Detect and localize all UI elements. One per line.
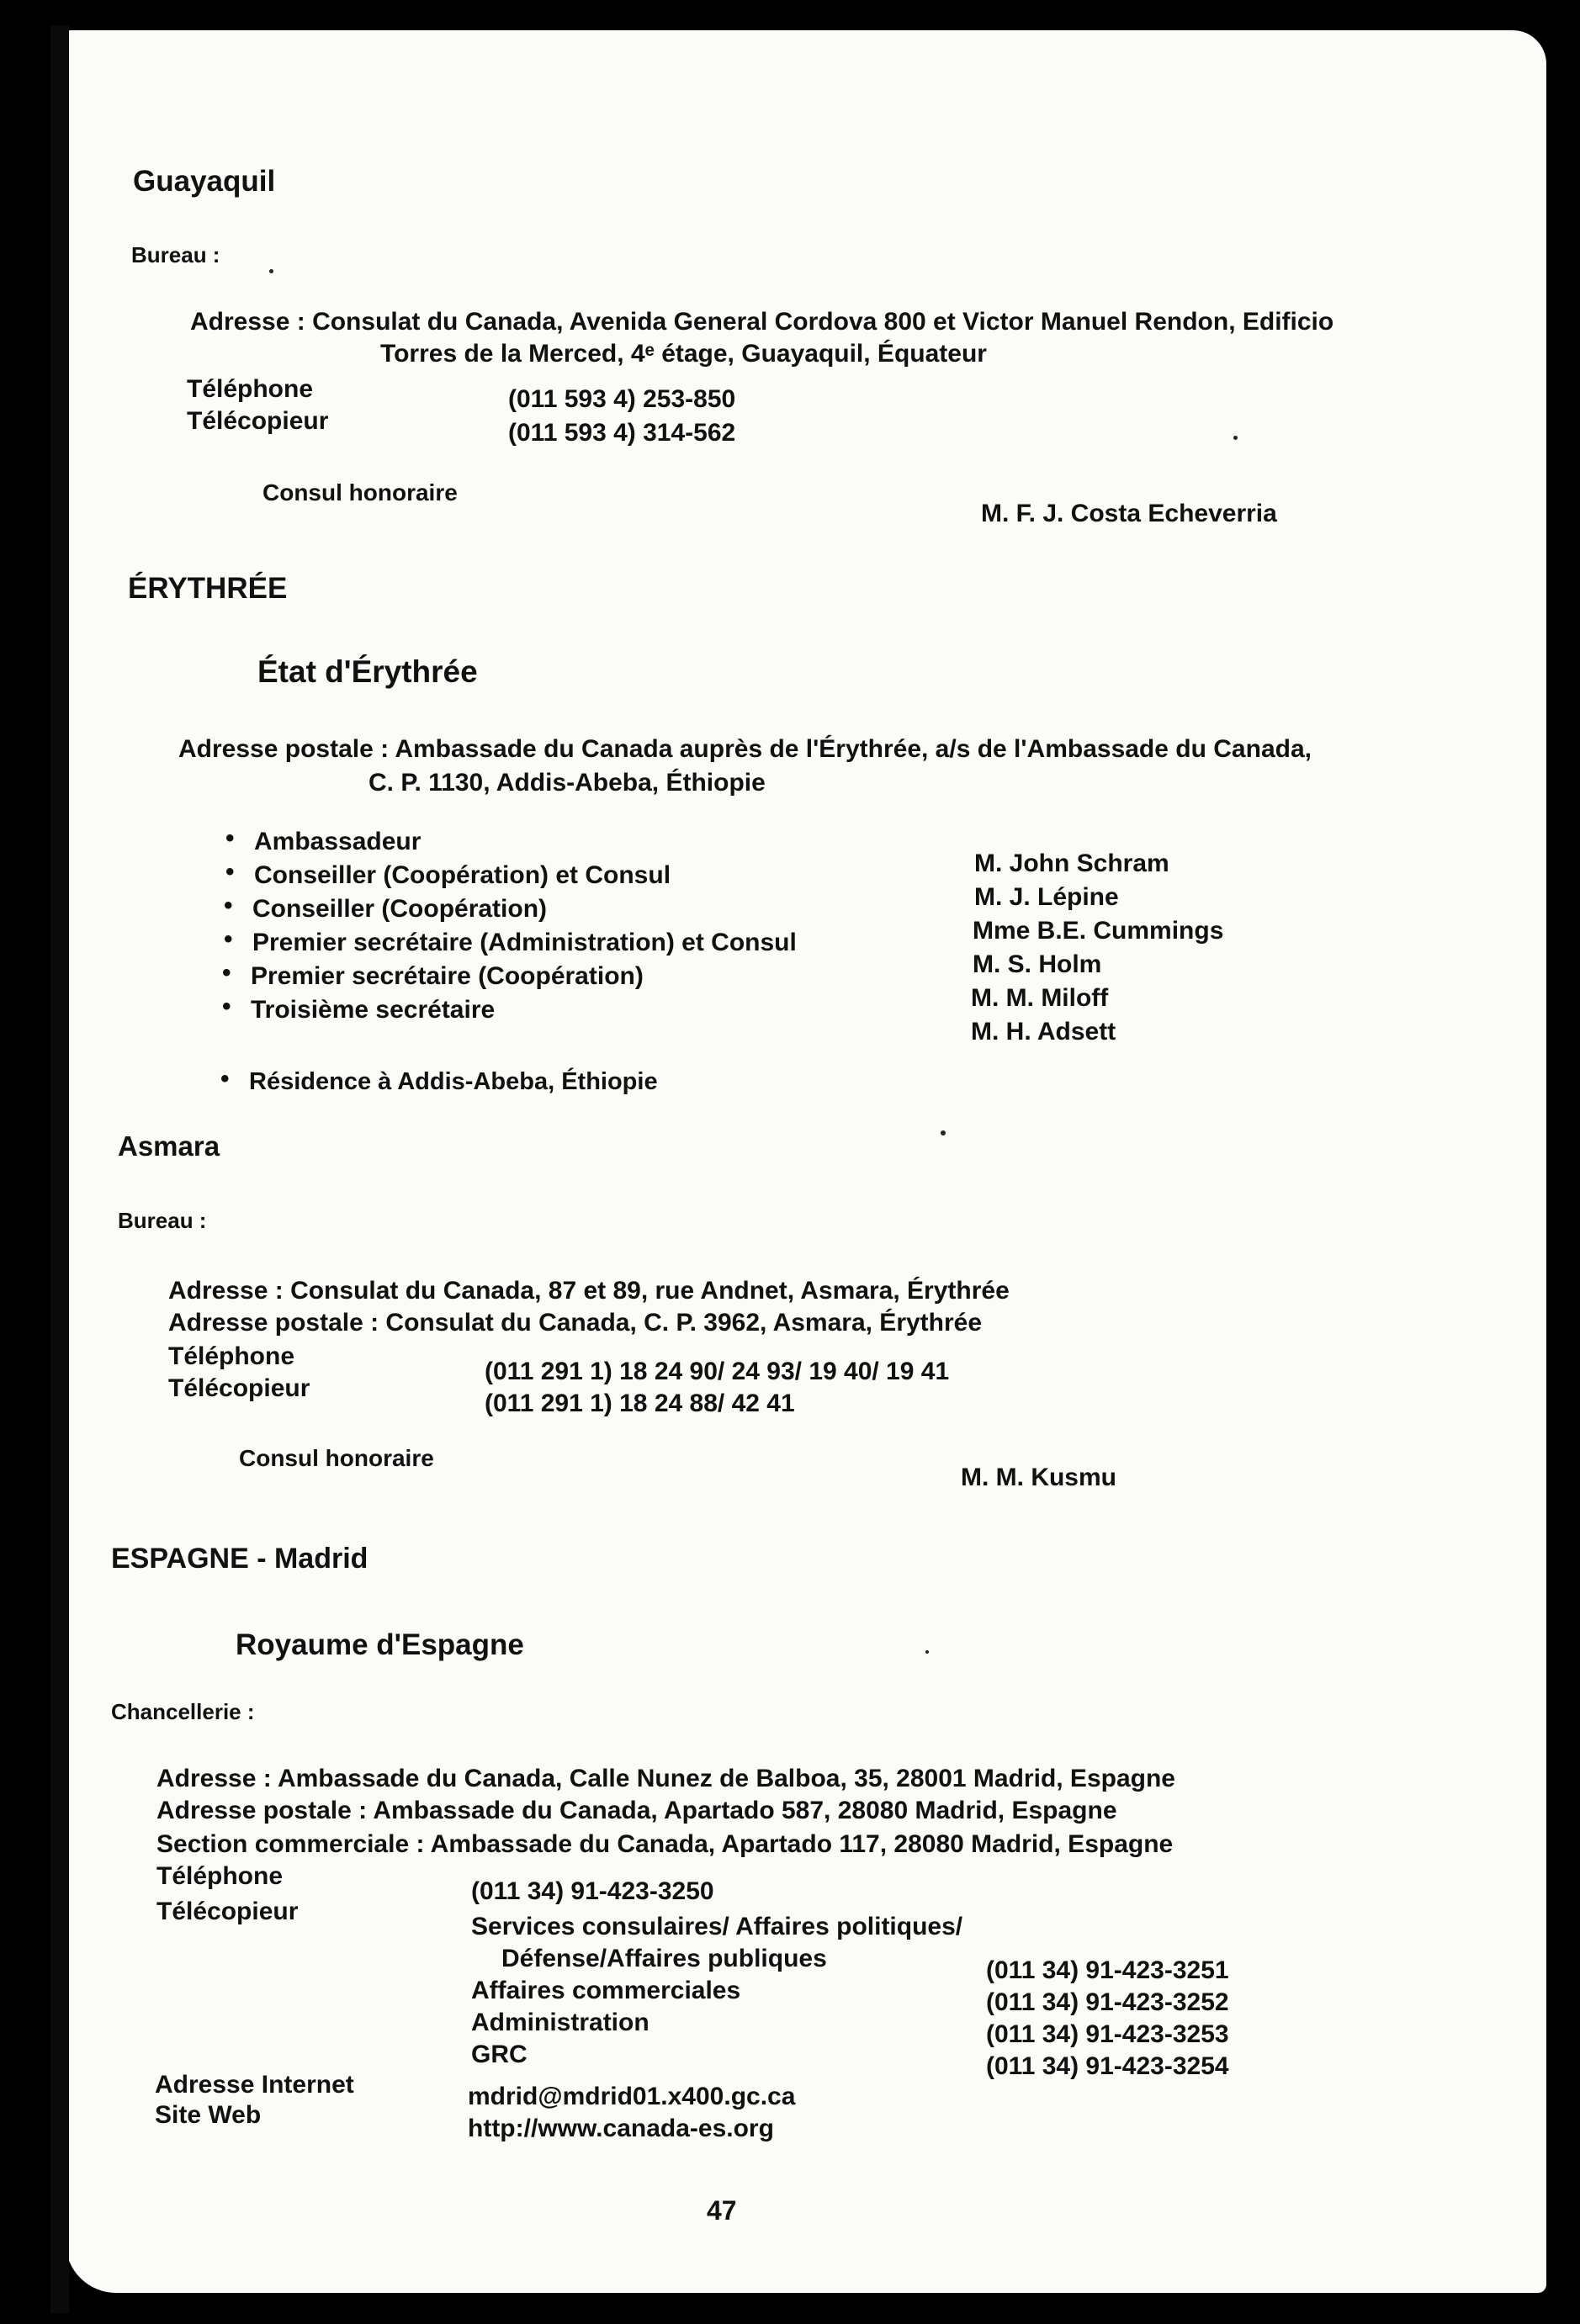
country-heading: ESPAGNE - Madrid bbox=[111, 1543, 368, 1575]
postal-address-line: C. P. 1130, Addis-Abeba, Éthiopie bbox=[368, 769, 766, 797]
book-spine-shadow bbox=[50, 25, 69, 2313]
commercial-section-line: Section commerciale : Ambassade du Canada, Apartado 117, 28080 Madrid, Espagne bbox=[156, 1830, 1174, 1858]
internet-address: mdrid@mdrid01.x400.gc.ca bbox=[468, 2083, 796, 2110]
address-line: Adresse : Consulat du Canada, 87 et 89, rue Andnet, Asmara, Érythrée bbox=[168, 1277, 1010, 1305]
fax-value: (011 291 1) 18 24 88/ 42 41 bbox=[485, 1390, 795, 1417]
postal-address-line: Adresse postale : Ambassade du Canada auprès de l'Érythrée, a/s de l'Ambassade du Canada, bbox=[178, 735, 1312, 763]
telephone-value: (011 291 1) 18 24 90/ 24 93/ 19 40/ 19 41 bbox=[485, 1358, 950, 1385]
fax-label: Télécopieur bbox=[156, 1898, 299, 1925]
fax-number: (011 34) 91-423-3251 bbox=[986, 1956, 1229, 1984]
person-name: M. M. Kusmu bbox=[961, 1464, 1116, 1491]
staff-name: M. J. Lépine bbox=[974, 883, 1119, 911]
fax-value: (011 593 4) 314-562 bbox=[508, 419, 736, 447]
website-url: http://www.canada-es.org bbox=[468, 2115, 774, 2142]
fax-service-label: Services consulaires/ Affaires politiques/ bbox=[471, 1913, 963, 1940]
address-line: Adresse : Ambassade du Canada, Calle Nunez de Balboa, 35, 28001 Madrid, Espagne bbox=[156, 1765, 1175, 1792]
telephone-value: (011 593 4) 253-850 bbox=[508, 385, 736, 413]
state-name: Royaume d'Espagne bbox=[236, 1628, 524, 1661]
state-name: État d'Érythrée bbox=[257, 654, 478, 689]
postal-address-line: Adresse postale : Consulat du Canada, C. P. 3962, Asmara, Érythrée bbox=[168, 1309, 983, 1337]
person-name: M. F. J. Costa Echeverria bbox=[981, 500, 1277, 527]
scan-speck bbox=[269, 269, 273, 273]
staff-name: M. H. Adsett bbox=[971, 1018, 1116, 1046]
staff-name: M. M. Miloff bbox=[971, 984, 1109, 1012]
staff-name: M. John Schram bbox=[974, 850, 1169, 877]
role-label: Consul honoraire bbox=[262, 479, 458, 506]
website-label: Site Web bbox=[155, 2101, 262, 2129]
staff-role: • Premier secrétaire (Administration) et Consul bbox=[252, 929, 797, 957]
fax-service-label: Affaires commerciales bbox=[471, 1977, 741, 2004]
fax-service-label: Administration bbox=[471, 2009, 649, 2036]
fax-number: (011 34) 91-423-3252 bbox=[986, 1988, 1229, 2016]
telephone-label: Téléphone bbox=[168, 1342, 295, 1370]
bureau-label: Bureau : bbox=[131, 242, 220, 267]
scan-speck bbox=[941, 1130, 946, 1136]
role-label: Consul honoraire bbox=[239, 1445, 434, 1471]
chancellery-label: Chancellerie : bbox=[111, 1699, 255, 1724]
fax-label: Télécopieur bbox=[187, 407, 329, 435]
residence-note: • Résidence à Addis-Abeba, Éthiopie bbox=[249, 1068, 658, 1096]
address-line: Adresse : Consulat du Canada, Avenida General Cordova 800 et Victor Manuel Rendon, Edificio bbox=[190, 308, 1334, 336]
fax-label: Télécopieur bbox=[168, 1374, 310, 1402]
staff-role: • Premier secrétaire (Coopération) bbox=[251, 962, 644, 991]
staff-role: • Troisième secrétaire bbox=[251, 996, 495, 1024]
internet-label: Adresse Internet bbox=[155, 2071, 354, 2099]
staff-role: • Conseiller (Coopération) et Consul bbox=[254, 861, 671, 890]
scan-speck bbox=[925, 1650, 929, 1654]
postal-address-line: Adresse postale : Ambassade du Canada, Apartado 587, 28080 Madrid, Espagne bbox=[156, 1797, 1117, 1824]
section-title-asmara: Asmara bbox=[118, 1130, 220, 1162]
staff-role: • Ambassadeur bbox=[254, 828, 421, 856]
page-number: 47 bbox=[707, 2195, 737, 2226]
bureau-label: Bureau : bbox=[118, 1208, 207, 1233]
scan-top-border bbox=[0, 0, 1580, 30]
fax-service-label: GRC bbox=[471, 2041, 528, 2068]
fax-service-label: Défense/Affaires publiques bbox=[501, 1945, 827, 1972]
scan-speck bbox=[1233, 436, 1238, 440]
fax-number: (011 34) 91-423-3254 bbox=[986, 2052, 1229, 2080]
country-heading: ÉRYTHRÉE bbox=[128, 572, 288, 605]
telephone-label: Téléphone bbox=[156, 1862, 284, 1890]
staff-role: • Conseiller (Coopération) bbox=[252, 895, 547, 924]
telephone-value: (011 34) 91-423-3250 bbox=[471, 1877, 714, 1905]
telephone-label: Téléphone bbox=[187, 375, 314, 403]
staff-name: M. S. Holm bbox=[973, 950, 1102, 978]
address-line: Torres de la Merced, 4ᵉ étage, Guayaquil, Équateur bbox=[380, 340, 987, 368]
staff-name: Mme B.E. Cummings bbox=[973, 917, 1224, 945]
fax-number: (011 34) 91-423-3253 bbox=[986, 2020, 1229, 2048]
section-title-guayaquil: Guayaquil bbox=[133, 165, 276, 198]
